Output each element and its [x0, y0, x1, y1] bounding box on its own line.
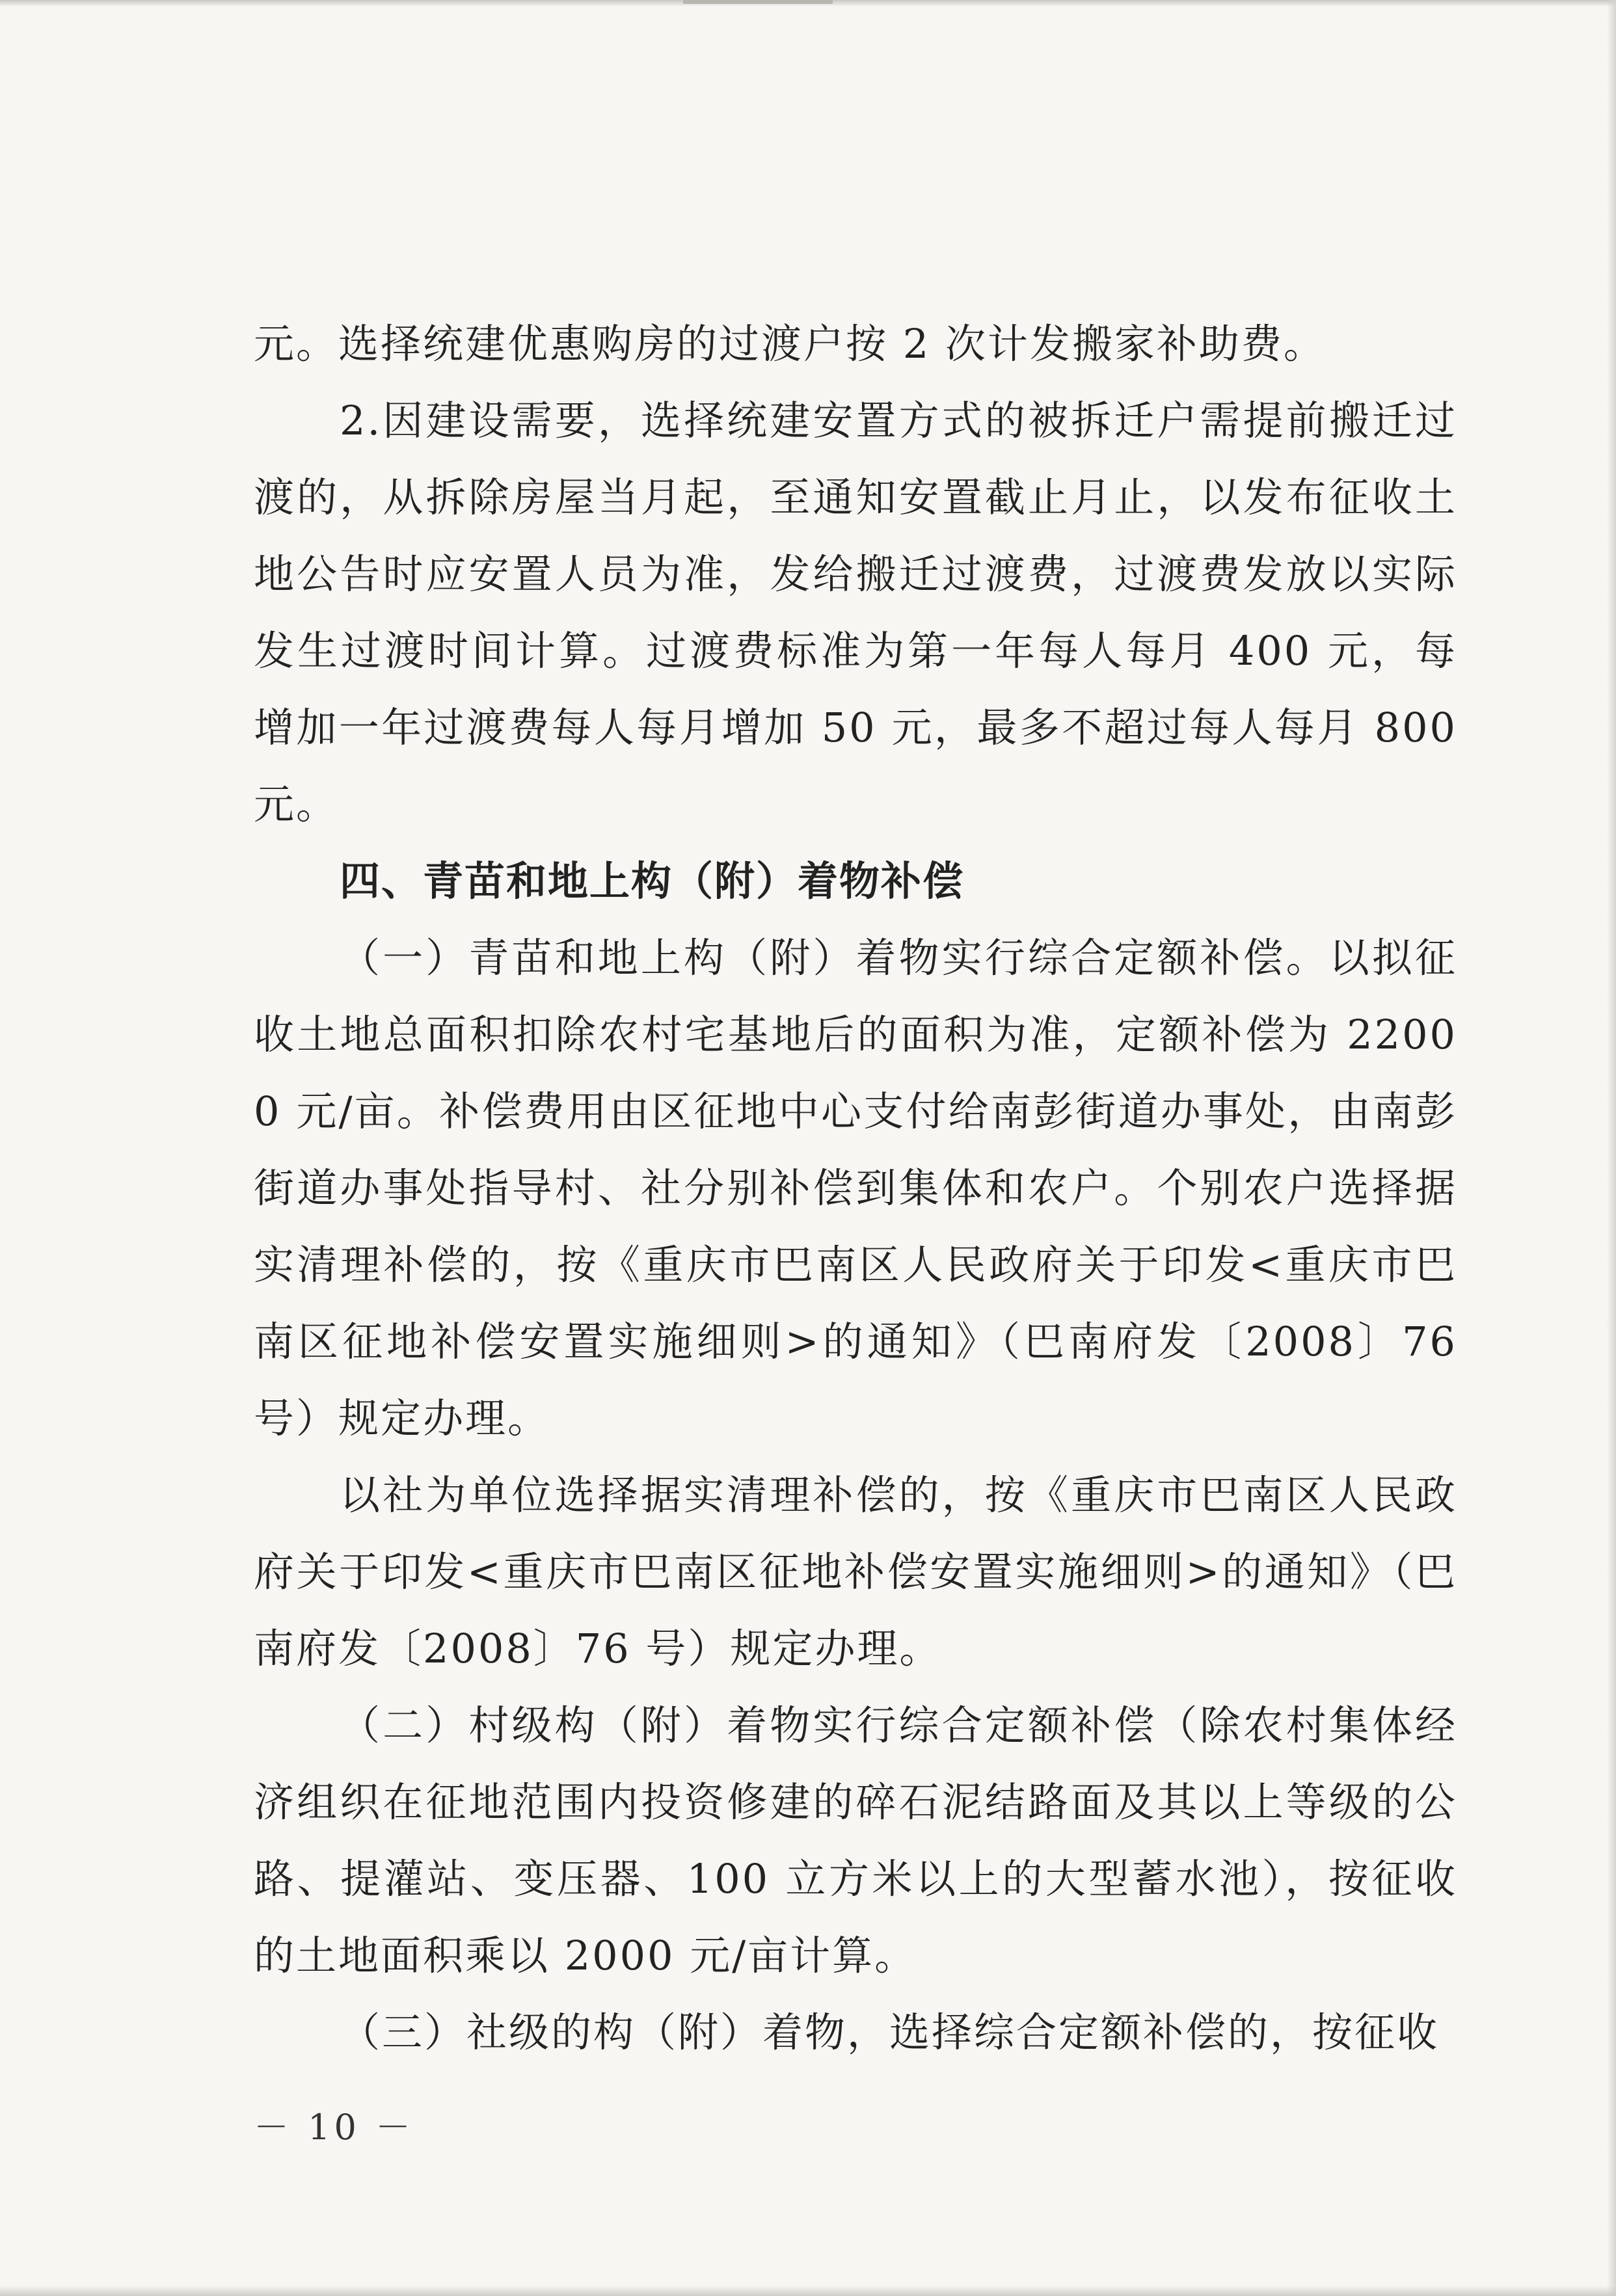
- paragraph-item-three: （三）社级的构（附）着物，选择综合定额补偿的，按征收: [340, 2009, 1440, 2056]
- section-heading-four: 四、青苗和地上构（附）着物补偿: [340, 857, 965, 905]
- paragraph-item-two: （二）村级构（附）着物实行综合定额补偿（除农村集体经济组织在征地范围内投资修建的碎石泥结路面及其以上等级的公路、提灌站、变压器、100 立方米以上的大型蓄水池），按征收的土地面积乘以 2000 元/亩计算。: [254, 1702, 1457, 1979]
- paragraph-community-compensation: 以社为单位选择据实清理补偿的，按《重庆市巴南区人民政府关于印发<重庆市巴南区征地补偿安置实施细则>的通知》（巴南府发〔2008〕76 号）规定办理。: [254, 1471, 1457, 1672]
- scan-edge-right: [1607, 0, 1616, 2296]
- scan-edge-bottom: [0, 2286, 1616, 2296]
- page-number: － 10 －: [254, 2107, 415, 2148]
- paragraph-relocation-fee: 2.因建设需要，选择统建安置方式的被拆迁户需提前搬迁过渡的，从拆除房屋当月起，至通知安置截止月止，以发布征收土地公告时应安置人员为准，发给搬迁过渡费，过渡费发放以实际发生过渡时间计算。过渡费标准为第一年每人每月 400 元，每增加一年过渡费每人每月增加 50 元，最多不超过每人每月 800 元。: [254, 397, 1457, 828]
- document-body: [254, 306, 1457, 2071]
- paragraph-continuation: 元。选择统建优惠购房的过渡户按 2 次计发搬家补助费。: [254, 320, 1326, 367]
- paragraph-item-one: （一）青苗和地上构（附）着物实行综合定额补偿。以拟征收土地总面积扣除农村宅基地后的面积为准，定额补偿为 22000 元/亩。补偿费用由区征地中心支付给南彭街道办事处，由南彭街道办事处指导村、社分别补偿到集体和农户。个别农户选择据实清理补偿的，按《重庆市巴南区人民政府关于印发<重庆市巴南区征地补偿安置实施细则>的通知》（巴南府发〔2008〕76 号）规定办理。: [254, 934, 1457, 1442]
- scan-artifact-mark: [683, 0, 833, 4]
